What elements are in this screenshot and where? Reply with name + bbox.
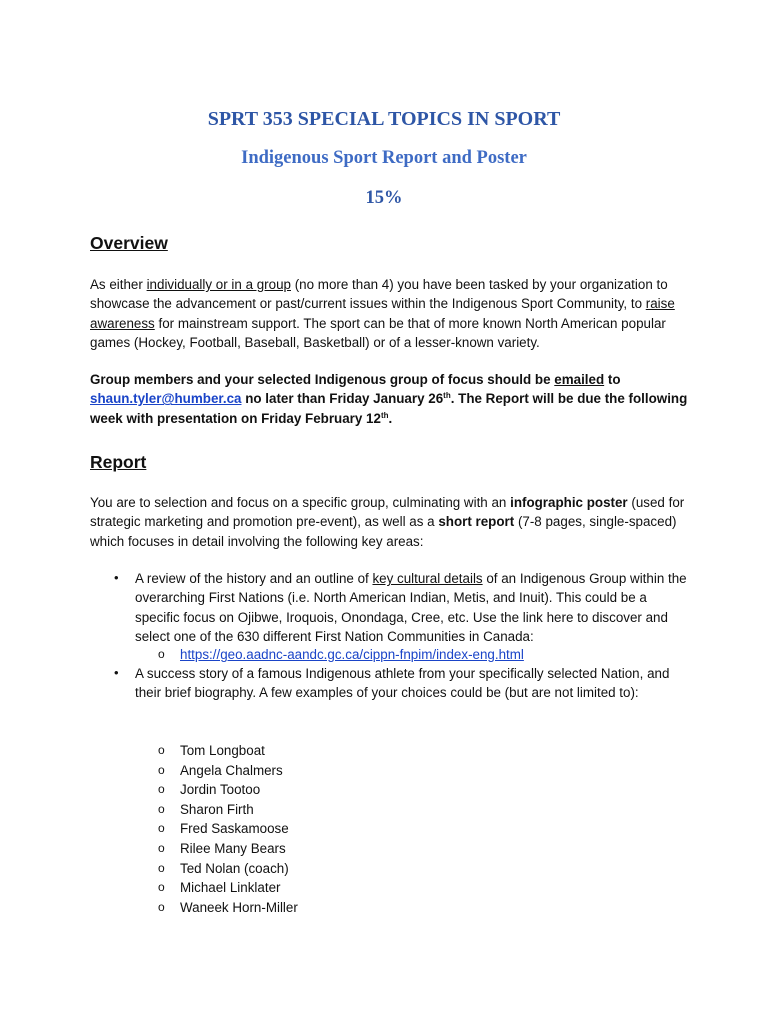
sub-bullet-marker: o	[158, 762, 165, 777]
overview-heading: Overview	[90, 233, 168, 253]
sub-bullet-marker: o	[158, 880, 165, 895]
athlete-list-item: Jordin Tootoo	[180, 782, 261, 798]
athlete-list-item: Sharon Firth	[180, 801, 254, 817]
athlete-list-item: Tom Longboat	[180, 743, 265, 758]
bullet-marker: •	[114, 665, 119, 680]
overview-paragraph: As either individually or in a group (no more than 4) you have been tasked by your organization to showcase the advancement or past/current issues within the Indigenous Sport Community, to raise awareness for mainstream support. The sport can be that of more known North American popular games (Hockey, Football, Baseball, Basketball) or of a lesser-known variety.	[90, 277, 675, 350]
sub-bullet-marker: o	[158, 899, 165, 914]
sub-bullet-marker: o	[158, 841, 165, 855]
sub-bullet-marker: o	[158, 821, 165, 836]
athlete-list-item: Ted Nolan (coach)	[180, 860, 289, 876]
submission-paragraph: Group members and your selected Indigenous group of focus should be emailed to shaun.tyler@humber.ca no later than Friday January 26th. The Report will be due the following week with presentation on Friday February 12th.	[90, 372, 688, 426]
report-heading: Report	[90, 452, 147, 472]
sub-bullet-marker: o	[158, 647, 165, 661]
report-paragraph: You are to selection and focus on a specific group, culminating with an infographic poster (used for strategic marketing and promotion pre-event), as well as a short report (7-8 pages, single-spaced) which focuses in detail involving the following key areas:	[90, 495, 685, 549]
bullet-marker: •	[114, 570, 119, 585]
athlete-list-item: Fred Saskamoose	[180, 821, 289, 837]
course-title: SPRT 353 SPECIAL TOPICS IN SPORT	[207, 108, 561, 130]
sub-bullet-marker: o	[158, 743, 165, 757]
sub-bullet-marker: o	[158, 782, 165, 797]
assignment-title: Indigenous Sport Report and Poster	[241, 148, 527, 168]
athlete-list-item: Waneek Horn-Miller	[180, 899, 298, 915]
athlete-list-item: Angela Chalmers	[180, 762, 283, 778]
athlete-list-item: Michael Linklater	[180, 880, 281, 896]
sub-bullet-marker: o	[158, 860, 165, 875]
sub-bullet-marker: o	[158, 801, 165, 816]
list-item-success-story: A success story of a famous Indigenous athlete from your specifically selected Nation, and their brief biography. A few examples of your choices could be (but are not limited to):	[135, 666, 670, 701]
first-nations-link[interactable]: https://geo.aadnc-aandc.gc.ca/cippn-fnpim/index-eng.html	[180, 647, 524, 662]
list-item-history: A review of the history and an outline of key cultural details of an Indigenous Group within the overarching First Nations (i.e. North American Indian, Metis, and Inuit). This could be a specific focus on Ojibwe, Iroquois, Onondaga, Cree, etc. Use the link here to discover and select one of the 630 different First Nation Communities in Canada:	[135, 571, 687, 644]
athlete-list-item: Rilee Many Bears	[180, 841, 286, 856]
email-link[interactable]: shaun.tyler@humber.ca	[90, 391, 242, 407]
assignment-weight: 15%	[365, 188, 403, 208]
